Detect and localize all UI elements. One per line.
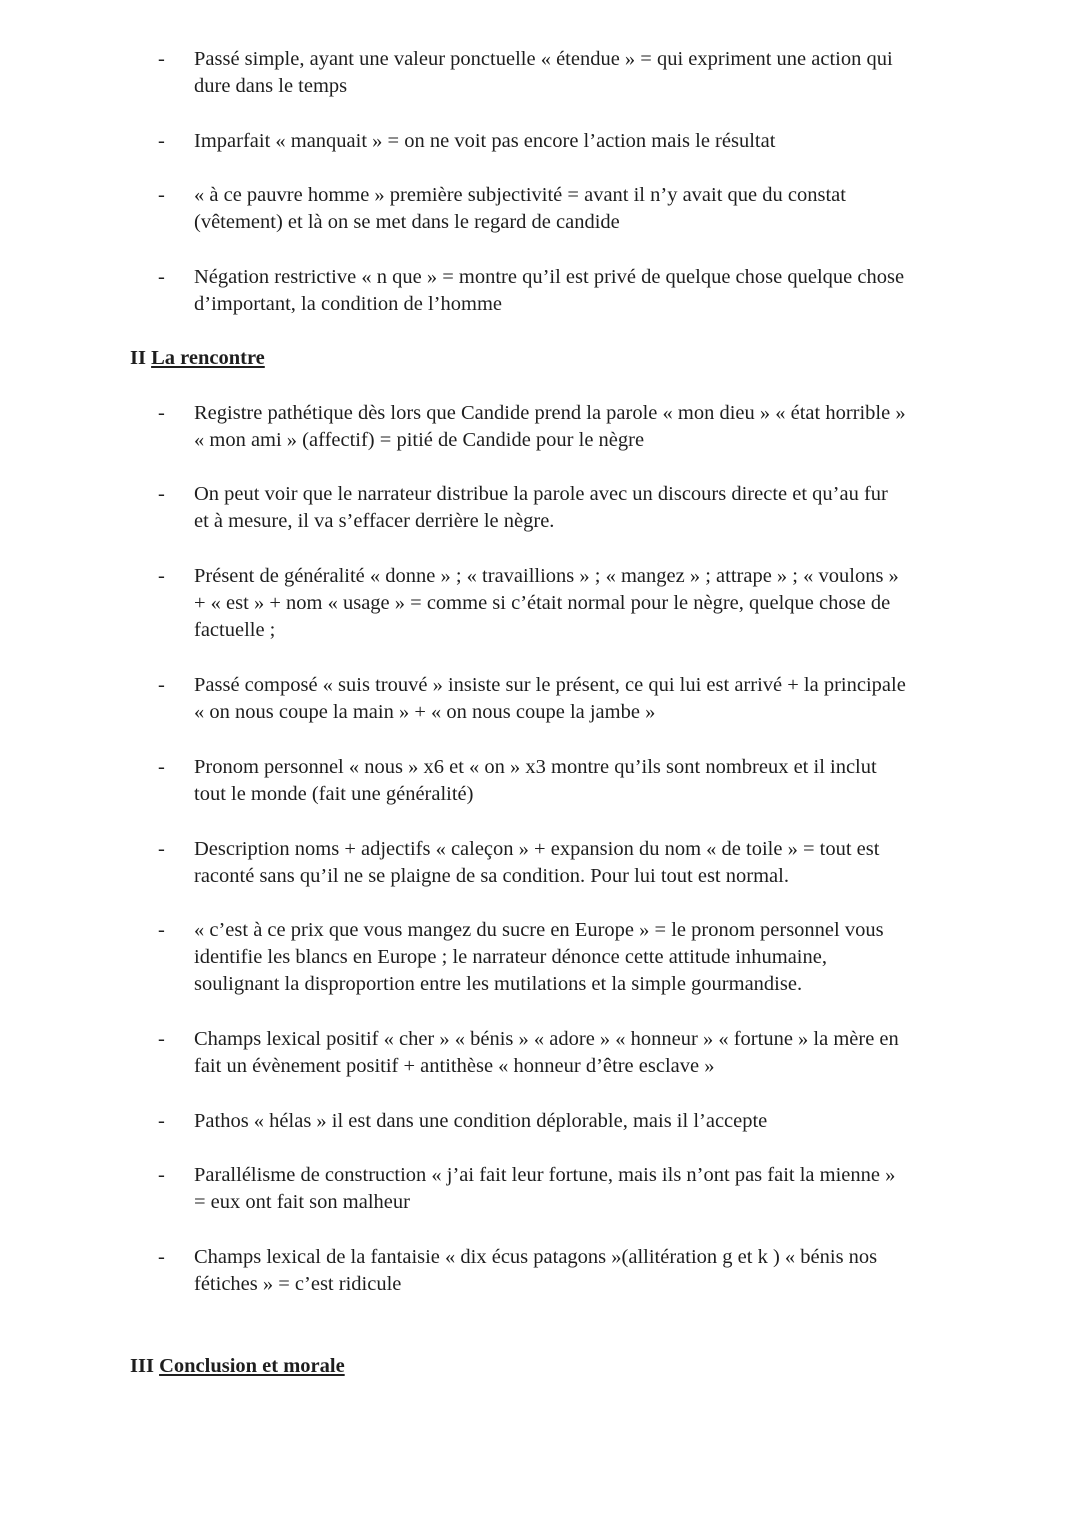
list-item-text: « à ce pauvre homme » première subjectivité = avant il n’y avait que du constat (vêtement) et là on se met dans le regard de candide [194,184,846,233]
bullet-dash: - [158,402,165,424]
bullet-dash: - [158,1110,165,1132]
section-heading-2 [130,345,265,372]
list-item-text: Pathos « hélas » il est dans une condition déplorable, mais il l’accepte [194,1110,768,1132]
list-item-text: Champs lexical positif « cher » « bénis » « adore » « honneur » « fortune » la mère en fait un évènement positif + antithèse « honneur d’être esclave » [194,1028,899,1077]
list-item-text: « c’est à ce prix que vous mangez du sucre en Europe » = le pronom personnel vous identifie les blancs en Europe ; le narrateur dénonce cette attitude inhumaine, soulignant la disproportion entre les mutilations et la simple gourmandise. [194,919,884,995]
list-item-text: Négation restrictive « n que » = montre qu’il est privé de quelque chose quelque chose d’important, la condition de l’homme [194,266,905,315]
section-heading-3 [130,1353,345,1380]
bullet-dash: - [158,1028,165,1050]
list-item-text: Imparfait « manquait » = on ne voit pas encore l’action mais le résultat [194,130,776,152]
list-item-text: Description noms + adjectifs « caleçon » + expansion du nom « de toile » = tout est raconté sans qu’il ne se plaigne de sa condition. Pour lui tout est normal. [194,838,880,887]
list-item-text: Passé composé « suis trouvé » insiste sur le présent, ce qui lui est arrivé + la principale « on nous coupe la main » + « on nous coupe la jambe » [194,674,906,723]
bullet-dash: - [158,483,165,505]
bullet-dash: - [158,48,165,70]
bullet-dash: - [158,1164,165,1186]
bullet-dash: - [158,1246,165,1268]
section-title: Conclusion et morale [159,1355,345,1377]
bullet-dash: - [158,565,165,587]
list-item-text: Passé simple, ayant une valeur ponctuelle « étendue » = qui expriment une action qui dure dans le temps [194,48,893,97]
section-number: II [130,347,146,369]
list-item-text: Registre pathétique dès lors que Candide prend la parole « mon dieu » « état horrible » « mon ami » (affectif) = pitié de Candide pour le nègre [194,402,906,451]
bullet-dash: - [158,184,165,206]
bullet-dash: - [158,838,165,860]
list-item-text: Présent de généralité « donne » ; « travaillions » ; « mangez » ; attrape » ; « voulons » + « est » + nom « usage » = comme si c’était normal pour le nègre, quelque chose de factuelle ; [194,565,899,641]
bullet-dash: - [158,130,165,152]
list-item-text: On peut voir que le narrateur distribue la parole avec un discours directe et qu’au fur et à mesure, il va s’effacer derrière le nègre. [194,483,888,532]
bullet-dash: - [158,266,165,288]
list-item-text: Pronom personnel « nous » x6 et « on » x3 montre qu’ils sont nombreux et il inclut tout le monde (fait une généralité) [194,756,877,805]
bullet-dash: - [158,919,165,941]
bullet-dash: - [158,756,165,778]
section-title: La rencontre [151,347,265,369]
list-item-text: Parallélisme de construction « j’ai fait leur fortune, mais ils n’ont pas fait la mienne » = eux ont fait son malheur [194,1164,896,1213]
list-item-text: Champs lexical de la fantaisie « dix écus patagons »(allitération g et k ) « bénis nos fétiches » = c’est ridicule [194,1246,878,1295]
bullet-dash: - [158,674,165,696]
section-number: III [130,1355,154,1377]
